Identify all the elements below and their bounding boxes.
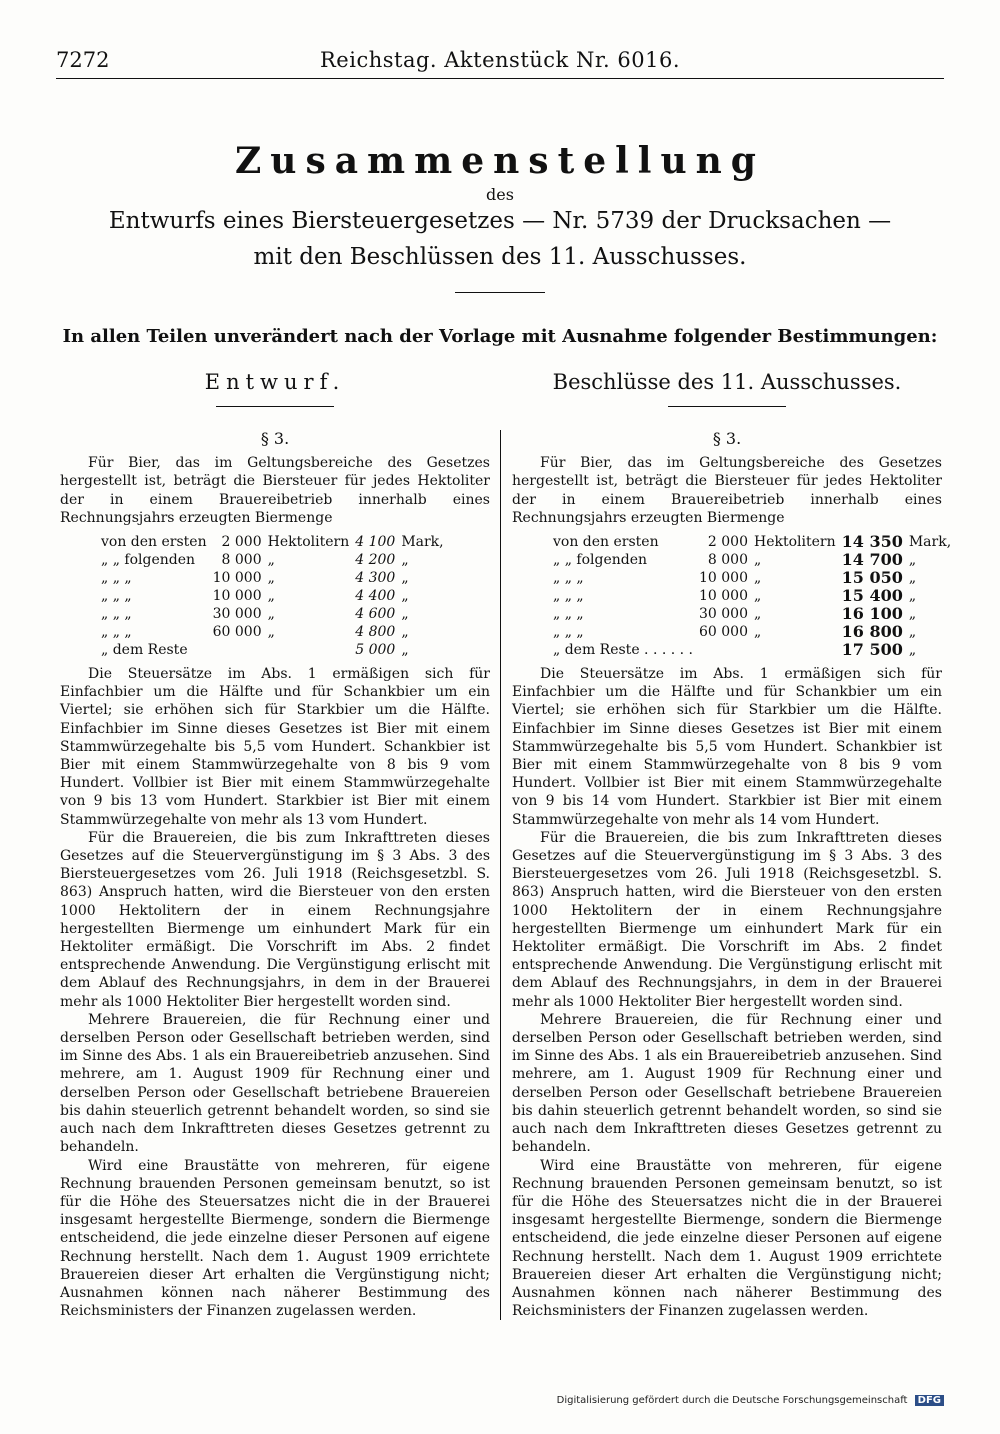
paragraph: Wird eine Braustätte von mehreren, für eigene Rechnung brauenden Personen gemeinsam benutzt, so ist für die Höhe des Steuersatzes nicht die in der Brauerei insgesamt hergestellte Biermenge, sondern die Biermenge entscheidend, die jede einzelne dieser Personen auf eigene Rechnung herstellt. Nach dem 1. August 1909 errichtete Brauereien dieser Art erhalten die Vergünstigung nicht; Ausnahmen können nach näherer Bestimmung des Reichsministers der Finanzen zugelassen werden.: [60, 1157, 490, 1320]
paragraph: Für Bier, das im Geltungsbereiche des Gesetzes hergestellt ist, beträgt die Biersteuer für jedes Hektoliter der in einem Brauereibetrieb innerhalb eines Rechnungsjahrs erzeugten Biermenge: [512, 455, 942, 526]
rate-cell-c3: „: [267, 624, 275, 641]
rate-cell-c4: 16 100: [841, 604, 903, 624]
rate-cell-c5: Mark,: [908, 534, 952, 551]
rate-cell-c2: 10 000: [699, 570, 748, 587]
rate-cell-c2: 10 000: [212, 570, 262, 587]
rate-row: [550, 569, 954, 587]
rate-cell-c2: 60 000: [699, 624, 748, 641]
footer-text: Digitalisierung gefördert durch die Deutsche Forschungsgemeinschaft: [556, 1395, 908, 1406]
rate-cell-c3: „: [267, 588, 275, 605]
rate-cell-c5: „: [401, 606, 409, 623]
rate-row: [550, 551, 954, 569]
rate-row: [98, 569, 447, 587]
rate-cell-c2: [210, 641, 265, 659]
rate-cell-c3: [751, 641, 839, 659]
rate-cell-c1: von den ersten: [553, 534, 659, 551]
rate-cell-c3: „: [267, 552, 275, 569]
page-header: [56, 48, 944, 78]
rate-cell-c2: 30 000: [699, 606, 748, 623]
rate-cell-c3: „: [754, 624, 762, 641]
intro-statement: In allen Teilen unverändert nach der Vorlage mit Ausnahme folgender Bestimmungen:: [62, 326, 938, 347]
rate-row: [98, 641, 447, 659]
rate-cell-c1: von den ersten: [101, 534, 207, 551]
rate-cell-c3: „: [754, 606, 762, 623]
rate-cell-c4: 4 300: [355, 570, 396, 587]
rate-cell-c1: „ „ „: [101, 570, 132, 587]
page-number: 7272: [56, 48, 110, 72]
rate-cell-c4: 4 200: [355, 552, 396, 569]
rate-cell-c5: „: [908, 624, 917, 641]
rate-cell-c5: „: [908, 606, 917, 623]
rate-cell-c4: 5 000: [355, 642, 396, 659]
rate-cell-c1: „ „ „: [553, 570, 584, 587]
rate-cell-c1: „ „ „: [553, 606, 584, 623]
section-sign: § 3.: [260, 429, 290, 448]
rate-cell-c3: „: [754, 570, 762, 587]
rate-cell-c5: „: [401, 570, 409, 587]
paragraph: Die Steuersätze im Abs. 1 ermäßigen sich für Einfachbier um die Hälfte und für Schankbier um ein Viertel; sie erhöhen sich für Starkbier um die Hälfte. Einfachbier im Sinne dieses Gesetzes ist Bier mit einem Stammwürzegehalte bis 5,5 vom Hundert. Schankbier ist Bier mit einem Stammwürzegehalte von 8 bis 9 vom Hundert. Vollbier ist Bier mit einem Stammwürzegehalte von 9 bis 13 vom Hundert. Starkbier ist Bier mit einem Stammwürzegehalte von mehr als 13 vom Hundert.: [60, 666, 490, 828]
rate-cell-c1: „ „ folgenden: [101, 552, 196, 569]
left-heading-rule: [216, 406, 334, 407]
rate-cell-c1: „ „ folgenden: [553, 552, 648, 569]
rate-cell-c4: 4 400: [355, 588, 396, 605]
dfg-logo: DFG: [915, 1395, 944, 1406]
paragraph: Für Bier, das im Geltungsbereiche des Gesetzes hergestellt ist, beträgt die Biersteuer für jedes Hektoliter der in einem Brauereibetrieb innerhalb eines Rechnungsjahrs erzeugten Biermenge: [60, 455, 490, 526]
rate-cell-c5: „: [908, 642, 917, 659]
right-column: [512, 429, 952, 1320]
paragraph: Mehrere Brauereien, die für Rechnung einer und derselben Person oder Gesellschaft betrieben werden, sind im Sinne des Abs. 1 als ein Brauereibetrieb anzusehen. Sind mehrere, am 1. August 1909 für Rechnung einer und derselben Person oder Gesellschaft betriebene Brauereien bis dahin steuerlich getrennt behandelt worden, so sind sie auch nach dem Inkrafttreten dieses Gesetzes getrennt zu behandeln.: [512, 1011, 942, 1156]
rate-cell-c5: „: [401, 642, 409, 659]
rate-cell-c1: „ „ „: [101, 624, 132, 641]
rate-cell-c5: „: [401, 552, 409, 569]
rate-cell-c2: 10 000: [212, 588, 262, 605]
rate-row: [98, 623, 447, 641]
rate-cell-c4: 14 700: [841, 550, 903, 570]
rate-cell-c4: 14 350: [841, 532, 903, 552]
rate-cell-c2: 8 000: [221, 552, 262, 569]
right-heading-rule: [668, 406, 786, 407]
rate-cell-c1: „ dem Reste . . . . . .: [553, 642, 693, 659]
rate-cell-c4: 17 500: [841, 640, 903, 660]
left-column: [60, 430, 490, 1320]
rates-table: [550, 533, 954, 659]
rate-row: [98, 551, 447, 569]
running-head: Reichstag. Aktenstück Nr. 6016.: [319, 48, 681, 72]
rate-row: [550, 623, 954, 641]
rate-row: [550, 605, 954, 623]
rate-row: [550, 587, 954, 605]
rate-cell-c1: „ dem Reste: [101, 642, 188, 659]
title-des: des: [486, 185, 514, 204]
right-column-heading: Beschlüsse des 11. Ausschusses.: [552, 370, 902, 394]
rate-cell-c1: „ „ „: [553, 624, 584, 641]
rates-table: [98, 533, 447, 659]
rate-cell-c2: 2 000: [221, 534, 262, 551]
rate-cell-c3: „: [267, 570, 275, 587]
rate-row: [550, 641, 954, 659]
rate-cell-c3: Hektolitern: [267, 534, 350, 551]
rate-row: [550, 533, 954, 551]
rate-cell-c4: 4 600: [355, 606, 396, 623]
footer-credit: [557, 1395, 944, 1406]
rate-cell-c5: Mark,: [401, 534, 444, 551]
paragraph: Für die Brauereien, die bis zum Inkrafttreten dieses Gesetzes auf die Steuervergünstigung im § 3 Abs. 3 des Biersteuergesetzes vom 26. Juli 1918 (Reichsgesetzbl. S. 863) Anspruch hatten, wird die Biersteuer von den ersten 1000 Hektolitern der in einem Rechnungsjahre hergestellten Biermenge um einhundert Mark für ein Hektoliter ermäßigt. Die Vorschrift im Abs. 2 findet entsprechende Anwendung. Die Vergünstigung erlischt mit dem Ablauf des Rechnungsjahrs, in dem in der Brauerei mehr als 1000 Hektoliter Bier hergestellt worden sind.: [60, 829, 490, 1010]
rate-cell-c3: „: [754, 552, 762, 569]
rate-cell-c4: 4 100: [355, 534, 396, 551]
rate-cell-c5: „: [401, 624, 409, 641]
rate-cell-c2: 2 000: [707, 534, 748, 551]
rate-cell-c3: [265, 641, 353, 659]
rate-row: [98, 533, 447, 551]
paragraph: Die Steuersätze im Abs. 1 ermäßigen sich für Einfachbier um die Hälfte und für Schankbier um ein Viertel; sie erhöhen sich für Starkbier um die Hälfte. Einfachbier im Sinne dieses Gesetzes ist Bier mit einem Stammwürzegehalte bis 5,5 vom Hundert. Schankbier ist Bier mit einem Stammwürzegehalte von 8 bis 9 vom Hundert. Vollbier ist Bier mit einem Stammwürzegehalte von 9 bis 14 vom Hundert. Starkbier ist Bier mit einem Stammwürzegehalte von mehr als 14 vom Hundert.: [512, 666, 942, 828]
rate-cell-c5: „: [908, 588, 917, 605]
left-column-heading: Entwurf.: [204, 370, 346, 394]
rate-cell-c2: 10 000: [699, 588, 748, 605]
rate-cell-c2: [696, 641, 751, 659]
rate-cell-c4: 15 050: [841, 568, 903, 588]
rate-cell-c3: „: [267, 606, 275, 623]
title-divider: [455, 292, 545, 293]
title-line-1: Entwurfs eines Biersteuergesetzes — Nr. 5739 der Drucksachen —: [108, 208, 892, 234]
rate-cell-c2: 60 000: [212, 624, 262, 641]
document-title: Zusammenstellung: [235, 140, 765, 182]
rate-row: [98, 587, 447, 605]
section-sign: § 3.: [712, 429, 742, 448]
rate-cell-c5: „: [401, 588, 409, 605]
title-line-2: mit den Beschlüssen des 11. Ausschusses.: [253, 244, 747, 270]
paragraph: Mehrere Brauereien, die für Rechnung einer und derselben Person oder Gesellschaft betrieben werden, sind im Sinne des Abs. 1 als ein Brauereibetrieb anzusehen. Sind mehrere, am 1. August 1909 für Rechnung einer und derselben Person oder Gesellschaft betriebene Brauereien bis dahin steuerlich getrennt behandelt worden, so sind sie auch nach dem Inkrafttreten dieses Gesetzes getrennt zu behandeln.: [60, 1011, 490, 1156]
rate-cell-c2: 8 000: [707, 552, 748, 569]
header-rule: [56, 78, 944, 79]
rate-cell-c1: „ „ „: [101, 606, 132, 623]
column-divider: [500, 430, 501, 1320]
rate-cell-c5: „: [908, 552, 917, 569]
rate-cell-c5: „: [908, 570, 917, 587]
rate-cell-c1: „ „ „: [101, 588, 132, 605]
rate-cell-c3: „: [754, 588, 762, 605]
rate-cell-c1: „ „ „: [553, 588, 584, 605]
rate-cell-c2: 30 000: [212, 606, 262, 623]
rate-cell-c4: 4 800: [355, 624, 396, 641]
paragraph: Für die Brauereien, die bis zum Inkrafttreten dieses Gesetzes auf die Steuervergünstigung im § 3 Abs. 3 des Biersteuergesetzes vom 26. Juli 1918 (Reichsgesetzbl. S. 863) Anspruch hatten, wird die Biersteuer von den ersten 1000 Hektolitern der in einem Rechnungsjahre hergestellten Biermenge um einhundert Mark für ein Hektoliter ermäßigt. Die Vorschrift im Abs. 2 findet entsprechende Anwendung. Die Vergünstigung erlischt mit dem Ablauf des Rechnungsjahrs, in dem in der Brauerei mehr als 1000 Hektoliter Bier hergestellt worden sind.: [512, 829, 942, 1010]
paragraph: Wird eine Braustätte von mehreren, für eigene Rechnung brauenden Personen gemeinsam benutzt, so ist für die Höhe des Steuersatzes nicht die in der Brauerei insgesamt hergestellte Biermenge, sondern die Biermenge entscheidend, die jede einzelne dieser Personen auf eigene Rechnung herstellt. Nach dem 1. August 1909 errichtete Brauereien dieser Art erhalten die Vergünstigung nicht; Ausnahmen können nach näherer Bestimmung des Reichsministers der Finanzen zugelassen werden.: [512, 1157, 942, 1320]
rate-cell-c4: 16 800: [841, 622, 903, 642]
rate-row: [98, 605, 447, 623]
rate-cell-c3: Hektolitern: [754, 534, 836, 551]
rate-cell-c4: 15 400: [841, 586, 903, 606]
